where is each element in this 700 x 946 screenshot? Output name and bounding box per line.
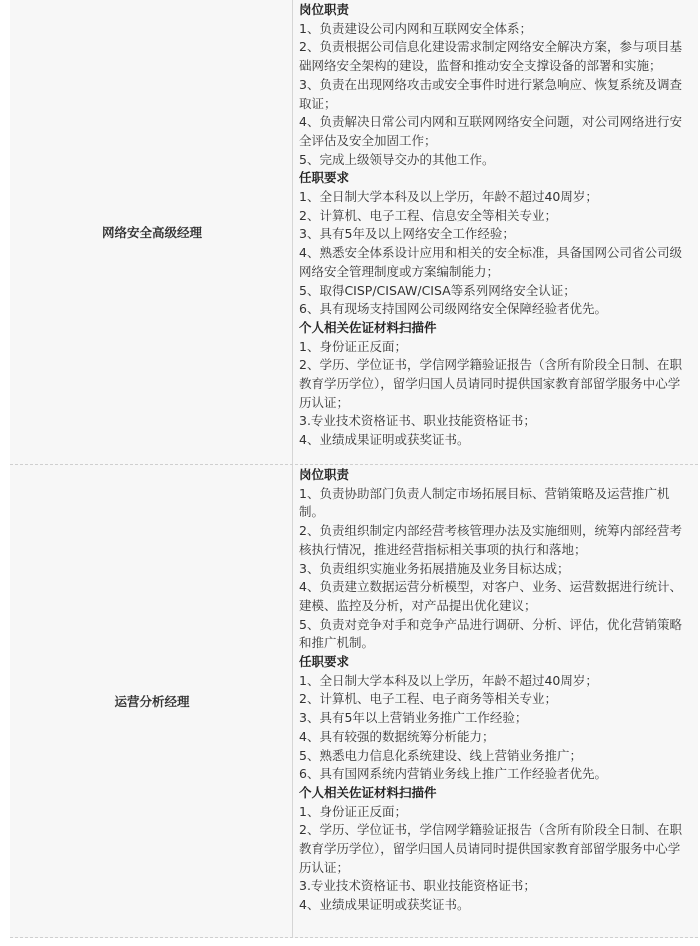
list-item: 2、学历、学位证书，学信网学籍验证报告（含所有阶段全日制、在职教育学历学位），留学归国人员请同时提供国家教育部留学服务中心学历认证； bbox=[299, 822, 682, 875]
list-item: 6、具有现场支持国网公司级网络安全保障经验者优先。 bbox=[299, 301, 607, 317]
list-item: 3.专业技术资格证书、职业技能资格证书； bbox=[299, 413, 536, 429]
section-heading: 岗位职责 bbox=[299, 2, 350, 17]
job-table bbox=[10, 0, 698, 938]
list-item: 1、全日制大学本科及以上学历，年龄不超过40周岁； bbox=[299, 672, 598, 688]
list-item: 2、计算机、电子工程、电子商务等相关专业； bbox=[299, 691, 557, 707]
list-item: 2、负责根据公司信息化建设需求制定网络安全解决方案，参与项目基础网络安全架构的建设，监督和推动安全支撑设备的部署和实施； bbox=[299, 39, 682, 74]
list-item: 3、具有5年及以上网络安全工作经验； bbox=[299, 226, 515, 242]
section-heading: 个人相关佐证材料扫描件 bbox=[299, 784, 437, 800]
list-item: 4、业绩成果证明或获奖证书。 bbox=[299, 432, 470, 448]
list-item: 5、负责对竞争对手和竞争产品进行调研、分析、评估，优化营销策略和推广机制。 bbox=[299, 616, 682, 651]
list-item: 5、完成上级领导交办的其他工作。 bbox=[299, 151, 495, 167]
section-heading: 任职要求 bbox=[299, 170, 350, 186]
list-item: 4、负责建立数据运营分析模型，对客户、业务、运营数据进行统计、建模、监控及分析，对产品提出优化建议； bbox=[299, 579, 682, 613]
list-item: 3、负责组织实施业务拓展措施及业务目标达成； bbox=[299, 560, 570, 576]
list-item: 4、负责解决日常公司内网和互联网网络安全问题，对公司网络进行安全评估及安全加固工作； bbox=[299, 114, 682, 148]
list-item: 1、负责协助部门负责人制定市场拓展目标、营销策略及运营推广机制。 bbox=[299, 485, 670, 520]
section-heading: 个人相关佐证材料扫描件 bbox=[299, 319, 437, 335]
list-item: 2、计算机、电子工程、信息安全等相关专业； bbox=[299, 207, 557, 223]
job-description bbox=[293, 465, 698, 937]
list-item: 3、具有5年以上营销业务推广工作经验； bbox=[299, 710, 528, 726]
job-title: 运营分析经理 bbox=[114, 694, 190, 709]
list-item: 4、具有较强的数据统筹分析能力； bbox=[299, 728, 495, 744]
list-item: 1、负责建设公司内网和互联网安全体系； bbox=[299, 20, 532, 36]
list-item: 1、身份证正反面； bbox=[299, 803, 407, 819]
list-item: 2、负责组织制定内部经营考核管理办法及实施细则，统筹内部经营考核执行情况，推进经营指标相关事项的执行和落地； bbox=[299, 523, 682, 557]
list-item: 2、学历、学位证书，学信网学籍验证报告（含所有阶段全日制、在职教育学历学位），留学归国人员请同时提供国家教育部留学服务中心学历认证； bbox=[299, 357, 682, 410]
job-row bbox=[10, 465, 698, 938]
job-description bbox=[293, 0, 698, 464]
list-item: 4、熟悉安全体系设计应用和相关的安全标准，具备国网公司省公司级网络安全管理制度或方案编制能力； bbox=[299, 245, 682, 279]
job-title: 网络安全高级经理 bbox=[101, 225, 202, 240]
list-item: 1、全日制大学本科及以上学历，年龄不超过40周岁； bbox=[299, 189, 598, 205]
list-item: 3、负责在出现网络攻击或安全事件时进行紧急响应、恢复系统及调查取证； bbox=[299, 76, 682, 111]
list-item: 4、业绩成果证明或获奖证书。 bbox=[299, 897, 470, 913]
job-row bbox=[10, 0, 698, 465]
section-heading: 岗位职责 bbox=[299, 467, 350, 482]
list-item: 1、身份证正反面； bbox=[299, 338, 407, 354]
list-item: 5、熟悉电力信息化系统建设、线上营销业务推广； bbox=[299, 747, 582, 763]
list-item: 3.专业技术资格证书、职业技能资格证书； bbox=[299, 878, 536, 894]
list-item: 5、取得CISP/CISAW/CISA等系列网络安全认证； bbox=[299, 282, 576, 298]
list-item: 6、具有国网系统内营销业务线上推广工作经验者优先。 bbox=[299, 766, 607, 782]
section-heading: 任职要求 bbox=[299, 654, 350, 670]
